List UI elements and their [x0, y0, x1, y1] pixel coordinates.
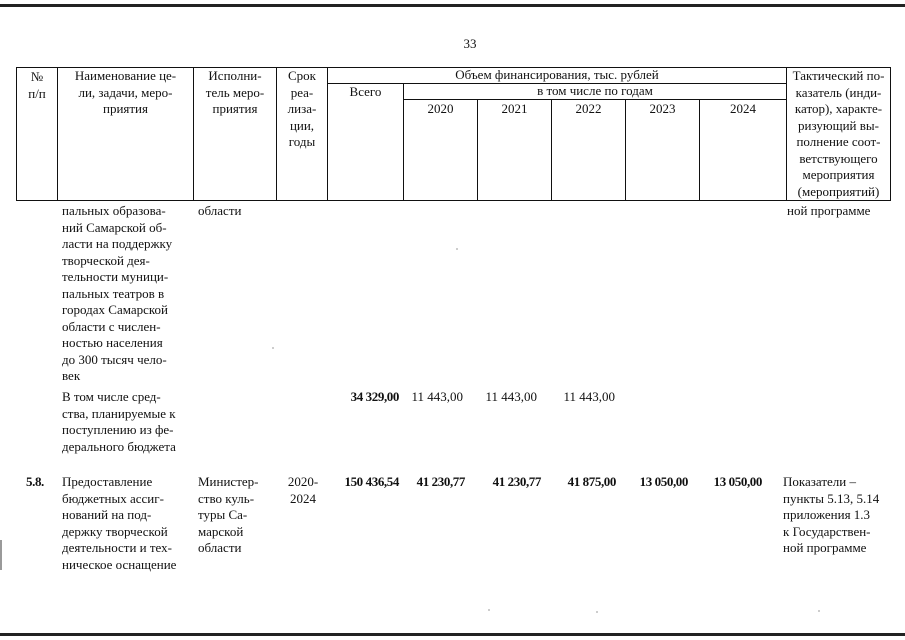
col-border-right	[890, 67, 891, 201]
header-executor: Исполни- тель меро- приятия	[205, 68, 265, 116]
header-year-2024: 2024	[730, 101, 756, 116]
scan-speck	[596, 611, 598, 613]
header-by-years: в том числе по годам	[537, 83, 653, 98]
page-left-edge-mark	[0, 540, 2, 570]
scan-speck	[456, 248, 458, 250]
item-5-8-2023: 13 050,00	[639, 474, 688, 489]
scan-speck	[272, 347, 274, 349]
continuation-executor: области	[198, 203, 242, 218]
header-year-2023: 2023	[649, 101, 676, 116]
scan-speck	[818, 610, 820, 612]
header-year-2020: 2020	[427, 101, 454, 116]
header-year-2021: 2021	[501, 101, 528, 116]
item-5-8-indicator: Показатели – пункты 5.13, 5.14 приложения 1.3 к Государствен- ной программе	[783, 474, 880, 555]
header-term: Срок реа- лиза- ции, годы	[287, 68, 317, 149]
header-bottom-border	[16, 200, 891, 201]
item-5-8-term: 2020- 2024	[287, 474, 319, 506]
item-5-8-executor: Министер- ство куль- туры Са- марской области	[198, 474, 259, 555]
federal-2022: 11 443,00	[563, 389, 615, 404]
continuation-indicator: ной программе	[787, 203, 871, 218]
header-indicator: Тактический по- казатель (инди- катор), характе- ризующий вы- полнение соот- ветствующего мероприятия (мероприятий)	[792, 68, 885, 199]
page-bottom-edge	[0, 633, 905, 636]
header-name: Наименование це- ли, задачи, меро- приятия	[74, 68, 177, 116]
item-5-8-name: Предоставление бюджетных ассиг- нований на под- держку творческой деятельности и тех- ническое оснащение	[62, 474, 177, 572]
header-total: Всего	[349, 84, 382, 99]
federal-name: В том числе сред- ства, планируемые к поступлению из фе- дерального бюджета	[62, 389, 176, 454]
page-top-edge	[0, 4, 905, 7]
item-5-8-2021: 41 230,77	[492, 474, 541, 489]
item-5-8-2022: 41 875,00	[567, 474, 616, 489]
item-5-8-total: 150 436,54	[344, 474, 399, 489]
continuation-name: пальных образова- ний Самарской об- ласти на поддержку творческой дея- тельности муници- пальных театров в городах Самарской области с числен- ностью населения до 300 тысяч чело- век	[62, 203, 173, 383]
federal-2021: 11 443,00	[485, 389, 537, 404]
header-financing: Объем финансирования, тыс. рублей	[455, 67, 659, 82]
federal-total: 34 329,00	[350, 389, 399, 404]
scan-speck	[488, 609, 490, 611]
item-5-8-2020: 41 230,77	[416, 474, 465, 489]
page-number: 33	[463, 36, 477, 51]
header-num: № п/п	[28, 69, 46, 101]
header-year-2022: 2022	[575, 101, 602, 116]
federal-2020: 11 443,00	[411, 389, 463, 404]
item-5-8-num: 5.8.	[26, 474, 44, 489]
item-5-8-2024: 13 050,00	[713, 474, 762, 489]
